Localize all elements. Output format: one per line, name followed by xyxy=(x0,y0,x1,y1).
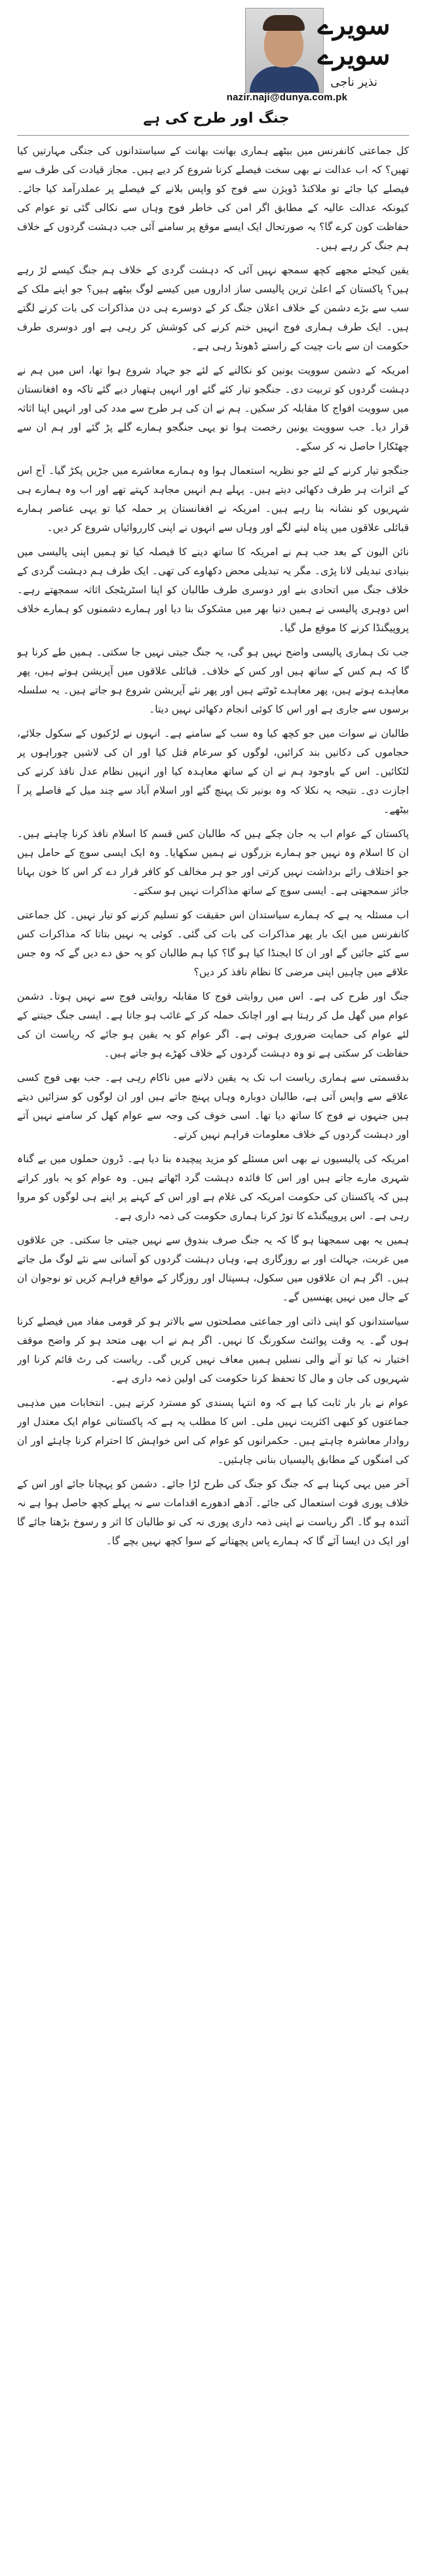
paragraph: نائن الیون کے بعد جب ہم نے امریکہ کا ساتھ دینے کا فیصلہ کیا تو ہمیں اپنی پالیسی میں بنیادی تبدیلی لانا پڑی۔ مگر یہ تبدیلی محض دکھاوے کی تھی۔ ایک طرف ہم دہشت گردی کے خلاف جنگ میں اتحادی بنے اور دوسری طرف طالبان کو اپنا اسٹریٹجک اثاثہ سمجھتے رہے۔ اس دوہری پالیسی نے ہمیں دنیا بھر میں مشکوک بنا دیا اور ہمارے دشمنوں کو ہمارے خلاف پروپیگنڈا کرنے کا موقع مل گیا۔ xyxy=(17,546,409,634)
paragraph: سیاستدانوں کو اپنی ذاتی اور جماعتی مصلحتوں سے بالاتر ہو کر قومی مفاد میں فیصلے کرنا ہوں گے۔ یہ وقت پوائنٹ سکورنگ کا نہیں۔ اگر ہم نے اب بھی متحد ہو کر واضح موقف اختیار نہ کیا تو آنے والی نسلیں ہمیں معاف نہیں کریں گی۔ ریاست کی رٹ قائم کرنا اور شہریوں کی جان و مال کا تحفظ کرنا حکومت کی اولین ذمہ داری ہے۔ xyxy=(17,1316,409,1384)
paragraph: طالبان نے سوات میں جو کچھ کیا وہ سب کے سامنے ہے۔ انہوں نے لڑکیوں کے سکول جلائے، حجاموں کی دکانیں بند کرائیں، لوگوں کو سرعام قتل کیا اور ان کی لاشیں چوراہوں پر لٹکائیں۔ اس کے باوجود ہم نے ان کے ساتھ معاہدہ کیا اور انہیں نظام عدل نافذ کرنے کی اجازت دی۔ نتیجہ یہ نکلا کہ وہ بونیر تک پہنچ گئے اور اسلام آباد سے چند میل کے فاصلے پر آ بیٹھے۔ xyxy=(17,728,409,815)
column-brand: سویرے سویرے xyxy=(317,10,391,71)
column-masthead xyxy=(301,10,406,90)
paragraph: ہمیں یہ بھی سمجھنا ہو گا کہ یہ جنگ صرف بندوق سے نہیں جیتی جا سکتی۔ جن علاقوں میں غربت، جہالت اور بے روزگاری ہے، وہاں دہشت گردوں کو آسانی سے نئے لوگ مل جاتے ہیں۔ اگر ہم ان علاقوں میں سکول، ہسپتال اور روزگار کے مواقع فراہم کریں تو نوجوان ان کے جال میں نہیں پھنسیں گے۔ xyxy=(17,1234,409,1303)
author-email[interactable]: nazir.naji@dunya.com.pk xyxy=(226,92,347,103)
paragraph: بدقسمتی سے ہماری ریاست اب تک یہ یقین دلانے میں ناکام رہی ہے۔ جب بھی فوج کسی علاقے سے واپس آتی ہے، طالبان دوبارہ وہاں پہنچ جاتے ہیں اور ان لوگوں کو سزائیں دیتے ہیں جنہوں نے فوج کا ساتھ دیا تھا۔ اسی خوف کی وجہ سے عوام کھل کر سامنے نہیں آتے اور دہشت گردوں کے خلاف معلومات فراہم نہیں کرتے۔ xyxy=(17,1072,409,1141)
article-title: جنگ اور طرح کی ہے xyxy=(143,110,290,127)
paragraph: جب تک ہماری پالیسی واضح نہیں ہو گی، یہ جنگ جیتی نہیں جا سکتی۔ ہمیں طے کرنا ہو گا کہ ہم کس کے ساتھ ہیں اور کس کے خلاف۔ قبائلی علاقوں میں آپریشن ہوتے ہیں، پھر معاہدے ہوتے ہیں، پھر معاہدے ٹوٹتے ہیں اور پھر نئے آپریشن شروع ہو جاتے ہیں۔ یہ سلسلہ برسوں سے جاری ہے اور اس کا کوئی انجام دکھائی نہیں دیتا۔ xyxy=(17,646,409,715)
paragraph: کل جماعتی کانفرنس میں بیٹھے ہماری بھانت بھانت کے سیاستدانوں کی جنگی مہارتیں کیا تھیں؟ کہ اب عدالت نے بھی سخت فیصلے کرنا شروع کر دیے ہیں۔ مجاز قیادت کی طرف سے فیصلے کیا جائے تو ملاکنڈ ڈویژن سے فوج کو واپس بلانے کے فیصلے پر عملدرآمد کیا جائے۔ کیونکہ عدالت عالیہ کے مطابق اگر امن کی خاطر فوج وہاں سے نکالی گئی تو عوام کی حفاظت کون کرے گا؟ یہ صورتحال ایک ایسے موقع پر سامنے آئی جب دہشت گردوں کے خلاف ہم جنگ کر رہے ہیں۔ xyxy=(17,145,409,252)
paragraph: جنگ اور طرح کی ہے۔ اس میں روایتی فوج کا مقابلہ روایتی فوج سے نہیں ہوتا۔ دشمن عوام میں گھل مل کر رہتا ہے اور اچانک حملہ کر کے غائب ہو جاتا ہے۔ ایسی جنگ جیتنے کے لئے عوام کی حمایت ضروری ہوتی ہے۔ اگر عوام کو یہ یقین ہو جائے کہ ریاست ان کی حفاظت کر سکتی ہے تو وہ دہشت گردوں کے خلاف کھڑے ہو جاتے ہیں۔ xyxy=(17,990,409,1059)
paragraph: امریکہ کے دشمن سوویت یونین کو نکالنے کے لئے جو جہاد شروع ہوا تھا، اس میں ہم نے دہشت گردوں کو تربیت دی۔ جنگجو تیار کئے گئے اور انہیں ہتھیار دیے گئے تاکہ وہ افغانستان میں سوویت افواج کا مقابلہ کر سکیں۔ ہم نے ان کی ہر طرح سے مدد کی اور انہیں اپنا اثاثہ قرار دیا۔ جب سوویت یونین رخصت ہوا تو یہی جنگجو ہمارے گلے پڑ گئے اور ہم ان سے چھٹکارا حاصل نہ کر سکے۔ xyxy=(17,364,409,452)
author-name: نذیر ناجی xyxy=(330,75,378,89)
paragraph: پاکستان کے عوام اب یہ جان چکے ہیں کہ طالبان کس قسم کا اسلام نافذ کرنا چاہتے ہیں۔ ان کا اسلام وہ نہیں جو ہمارے بزرگوں نے ہمیں سکھایا۔ وہ ایک ایسی سوچ کے حامل ہیں جو اختلاف رائے برداشت نہیں کرتی اور جو ہر مخالف کو کافر قرار دے کر اس کا خون بہانا جائز سمجھتی ہے۔ ایسی سوچ کے ساتھ مذاکرات نہیں ہو سکتے۔ xyxy=(17,828,409,897)
paragraph: جنگجو تیار کرنے کے لئے جو نظریہ استعمال ہوا وہ ہمارے معاشرے میں جڑیں پکڑ گیا۔ آج اس کے اثرات ہر طرف دکھائی دیتے ہیں۔ پہلے ہم انہیں مجاہد کہتے تھے اور اب وہ ہمارے ہی شہریوں کو نشانہ بنا رہے ہیں۔ امریکہ نے افغانستان پر حملہ کیا تو یہی عناصر ہمارے قبائلی علاقوں میں پناہ لینے لگے اور وہاں سے انہوں نے اپنی کارروائیاں شروع کر دیں۔ xyxy=(17,465,409,534)
article-body xyxy=(17,142,409,2560)
paragraph: آخر میں یہی کہنا ہے کہ جنگ کو جنگ کی طرح لڑا جائے۔ دشمن کو پہچانا جائے اور اس کے خلاف پوری قوت استعمال کی جائے۔ آدھے ادھورے اقدامات سے نہ پہلے کچھ حاصل ہوا ہے نہ آئندہ ہو گا۔ اگر ریاست نے اپنی ذمہ داری پوری نہ کی تو طالبان کا اثر و رسوخ بڑھتا جائے گا اور ایک دن ایسا آئے گا کہ ہمارے پاس پچھتانے کے سوا کچھ نہیں بچے گا۔ xyxy=(17,1478,409,1547)
paragraph: عوام نے بار بار ثابت کیا ہے کہ وہ انتہا پسندی کو مسترد کرتے ہیں۔ انتخابات میں مذہبی جماعتوں کو کبھی اکثریت نہیں ملی۔ اس کا مطلب یہ ہے کہ پاکستانی عوام ایک معتدل اور روادار معاشرہ چاہتے ہیں۔ حکمرانوں کو عوام کی اس خواہش کا احترام کرنا چاہئے اور ان کی امنگوں کے مطابق پالیسیاں بنانی چاہئیں۔ xyxy=(17,1397,409,1466)
paragraph: اب مسئلہ یہ ہے کہ ہمارے سیاستدان اس حقیقت کو تسلیم کرنے کو تیار نہیں۔ کل جماعتی کانفرنس میں ایک بار پھر مذاکرات کی بات کی گئی۔ کوئی یہ نہیں بتاتا کہ مذاکرات کس سے کئے جائیں گے اور ان کا ایجنڈا کیا ہو گا؟ کیا ہم طالبان کو یہ حق دے دیں گے کہ وہ جس علاقے میں چاہیں اپنی مرضی کا نظام نافذ کر دیں؟ xyxy=(17,909,409,978)
paragraph: یقین کیجئے مجھے کچھ سمجھ نہیں آئی کہ دہشت گردی کے خلاف ہم جنگ کیسے لڑ رہے ہیں؟ پاکستان کے اعلیٰ ترین پالیسی ساز اداروں میں کیسے لوگ بیٹھے ہیں؟ جو اپنے ملک کے سب سے بڑے دشمن کے خلاف اعلان جنگ کر کے دوسرے ہی دن مذاکرات کی بات کرنے لگتے ہیں۔ ایک طرف ہماری فوج انہیں ختم کرنے کی کوشش کر رہی ہے اور دوسری طرف حکومت ان سے بات چیت کے راستے ڈھونڈ رہی ہے۔ xyxy=(17,264,409,352)
paragraph: امریکہ کی پالیسیوں نے بھی اس مسئلے کو مزید پیچیدہ بنا دیا ہے۔ ڈرون حملوں میں بے گناہ شہری مارے جاتے ہیں اور اس کا فائدہ دہشت گرد اٹھاتے ہیں۔ وہ عوام کو یہ باور کراتے ہیں کہ پاکستان کی حکومت امریکہ کی غلام ہے اور اس کے کہنے پر اپنے ہی لوگوں کو مروا رہی ہے۔ اس پروپیگنڈے کا توڑ کرنا ہماری حکومت کی ذمہ داری ہے۔ xyxy=(17,1153,409,1222)
header-divider xyxy=(17,135,409,136)
